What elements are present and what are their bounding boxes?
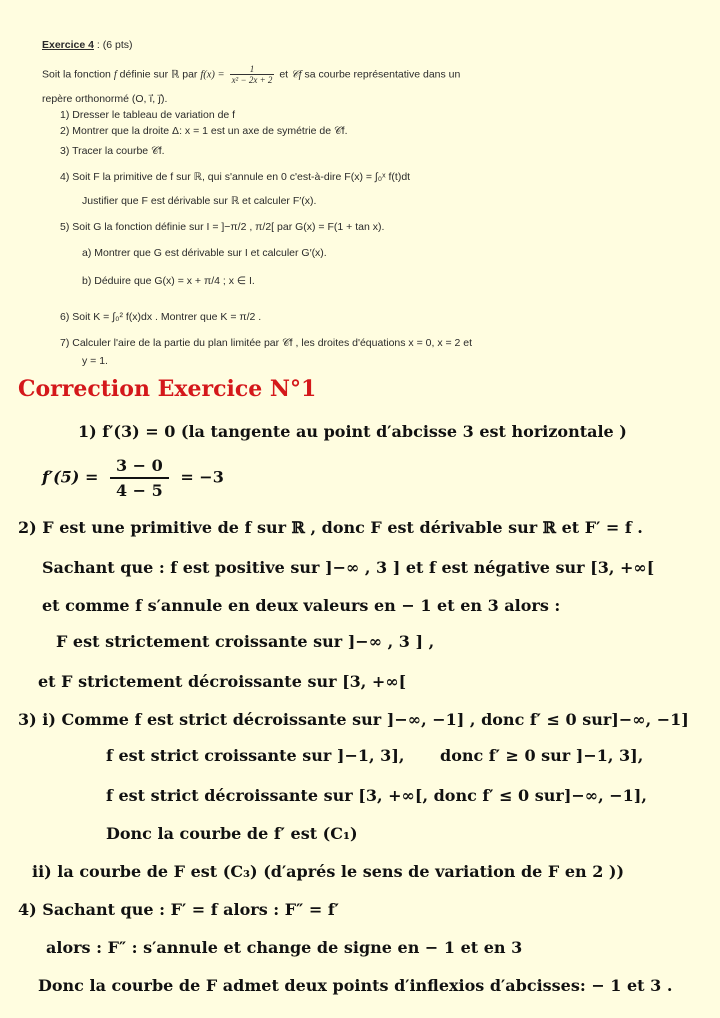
fraction-numerator: 1 xyxy=(230,64,275,75)
correction-line-9b: donc f′ ≥ 0 sur ]−1, 3], xyxy=(440,746,644,765)
exercise-item: 2) Montrer que la droite Δ: x = 1 est un axe de symétrie de 𝒞f. xyxy=(60,125,348,137)
exercise-item: 4) Soit F la primitive de f sur ℝ, qui s'annule en 0 c'est-à-dire F(x) = ∫₀ˣ f(t)dt xyxy=(60,171,411,183)
fraction-numerator: 3 − 0 xyxy=(110,456,169,479)
correction-title: Correction Exercice N°1 xyxy=(18,376,317,402)
intro-text: sa courbe représentative dans un xyxy=(304,68,461,81)
correction-line-12: ii) la courbe de F est (C₃) (d′aprés le sens de variation de F en 2 )) xyxy=(32,862,625,881)
correction-line-15: Donc la courbe de F admet deux points d′inflexios d′abcisses: − 1 et 3 . xyxy=(38,976,673,995)
exercise-item: 7) Calculer l'aire de la partie du plan limitée par 𝒞f , les droites d'équations x = 0, x = 2 et xyxy=(60,337,473,349)
intro-cf: 𝒞f xyxy=(291,69,302,81)
slope-result: = −3 xyxy=(180,467,224,487)
exercise-heading xyxy=(42,38,132,52)
intro-fraction xyxy=(230,64,275,85)
exercise-item: Justifier que F est dérivable sur ℝ et calculer F′(x). xyxy=(82,195,317,207)
correction-line-9a: f est strict croissante sur ]−1, 3], xyxy=(106,746,405,765)
correction-line-5: et comme f s′annule en deux valeurs en − 1 et en 3 alors : xyxy=(42,596,561,615)
fraction-denominator: 4 − 5 xyxy=(115,481,163,500)
fraction-denominator: x² − 2x + 2 xyxy=(231,75,273,85)
exercise-item: 3) Tracer la courbe 𝒞f. xyxy=(60,145,165,157)
correction-line-14: alors : F″ : s′annule et change de signe en − 1 et en 3 xyxy=(46,938,523,957)
correction-line-10: f est strict décroissante sur [3, +∞[, donc f′ ≤ 0 sur]−∞, −1], xyxy=(106,786,647,805)
correction-line-2 xyxy=(42,456,224,500)
exercise-item: 6) Soit K = ∫₀² f(x)dx . Montrer que K = π/2 . xyxy=(60,311,262,323)
intro-text: et xyxy=(279,68,289,81)
correction-line-11: Donc la courbe de f′ est (C₁) xyxy=(106,824,358,843)
f-prime-5: f′(5) = xyxy=(42,467,99,487)
exercise-item: y = 1. xyxy=(82,355,108,367)
correction-line-3: 2) F est une primitive de f sur ℝ , donc F est dérivable sur ℝ et F′ = f . xyxy=(18,518,643,537)
exercise-item: 5) Soit G la fonction définie sur I = ]−π/2 , π/2[ par G(x) = F(1 + tan x). xyxy=(60,221,385,233)
exercise-item: a) Montrer que G est dérivable sur I et calculer G′(x). xyxy=(82,247,327,259)
correction-line-6: F est strictement croissante sur ]−∞ , 3 ] , xyxy=(56,632,435,651)
slope-fraction xyxy=(110,456,169,500)
exercise-intro-line2: repère orthonormé (O, i⃗, j⃗). xyxy=(42,93,168,105)
exercise-intro xyxy=(42,64,460,85)
correction-line-1: 1) f′(3) = 0 (la tangente au point d′abcisse 3 est horizontale ) xyxy=(78,422,627,441)
correction-line-7: et F strictement décroissante sur [3, +∞[ xyxy=(38,672,407,691)
intro-text: définie sur ℝ par xyxy=(119,68,198,81)
exercise-title: Exercice 4 xyxy=(42,39,94,51)
exercise-item: 1) Dresser le tableau de variation de f xyxy=(60,109,236,121)
correction-line-13: 4) Sachant que : F′ = f alors : F″ = f′ xyxy=(18,900,339,919)
intro-fx: f(x) = xyxy=(200,69,225,81)
intro-f: f xyxy=(113,69,117,81)
exercise-item: b) Déduire que G(x) = x + π/4 ; x ∈ I. xyxy=(82,275,255,287)
intro-text: Soit la fonction xyxy=(42,68,111,81)
exercise-points: : (6 pts) xyxy=(96,39,133,51)
correction-line-8: 3) i) Comme f est strict décroissante sur ]−∞, −1] , donc f′ ≤ 0 sur]−∞, −1] xyxy=(18,710,689,729)
correction-line-4: Sachant que : f est positive sur ]−∞ , 3 ] et f est négative sur [3, +∞[ xyxy=(42,558,655,577)
